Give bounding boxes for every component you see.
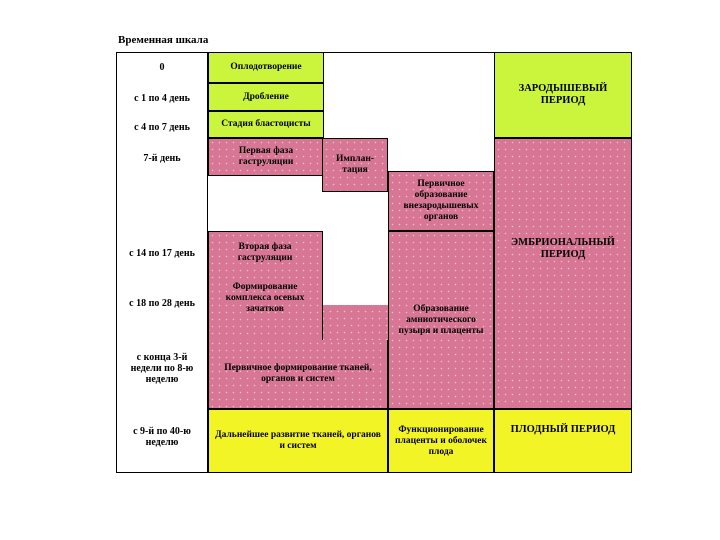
timeline-label-day18-28: с 18 по 28 день: [129, 298, 195, 309]
germinal-period-label: ЗАРОДЫШЕВЫЙ ПЕРИОД: [518, 83, 608, 106]
blastocyst-box: Стадия бластоцисты: [208, 111, 324, 138]
axial-primordia-label: Формирование комплекса осевых зачатков: [225, 282, 305, 314]
placenta-function-box: Функционирование плаценты и оболочек плода: [388, 409, 494, 473]
embryonic-period-box: [494, 138, 632, 409]
embryonic-period-label: ЭМБРИОНАЛЬНЫЙ ПЕРИОД: [511, 237, 615, 260]
gastrulation-phase-1-box: Первая фаза гаструляции: [208, 138, 324, 176]
amnion-placenta-box: Образование амниотического пузыря и плаценты: [388, 231, 494, 409]
cleavage-box: Дробление: [208, 83, 324, 111]
timeline-label-week3-8: с конца 3-й недели по 8-ю неделю: [130, 352, 194, 385]
timeline-label-week9-40: с 9-й по 40-ю неделю: [133, 426, 191, 448]
extraembryonic-organs-box: Первичное образование внезародышевых органов: [388, 171, 494, 231]
primary-tissues-box: Первичное формирование тканей, органов и систем: [208, 340, 388, 409]
timeline-label-day14-17: с 14 по 17 день: [129, 248, 195, 259]
diagram-title: Временная шкала: [118, 34, 209, 46]
timeline-label-0: 0: [159, 62, 165, 73]
fetal-period-box: [494, 409, 632, 473]
timeline-label-day1-4: с 1 по 4 день: [134, 93, 190, 104]
germinal-period-box: [494, 52, 632, 138]
gastrulation-phase-2-label: Вторая фаза гаструляции: [237, 242, 293, 263]
blank-gap: [322, 231, 388, 305]
fetal-period-label: ПЛОДНЫЙ ПЕРИОД: [510, 424, 616, 435]
timeline-label-day7: 7-й день: [143, 153, 181, 164]
fertilization-box: Оплодотворение: [208, 52, 324, 83]
timeline-label-day4-7: с 4 по 7 день: [134, 122, 190, 133]
further-development-box: Дальнейшее развитие тканей, органов и систем: [208, 409, 388, 473]
implantation-box: Имплан-тация: [322, 138, 388, 192]
